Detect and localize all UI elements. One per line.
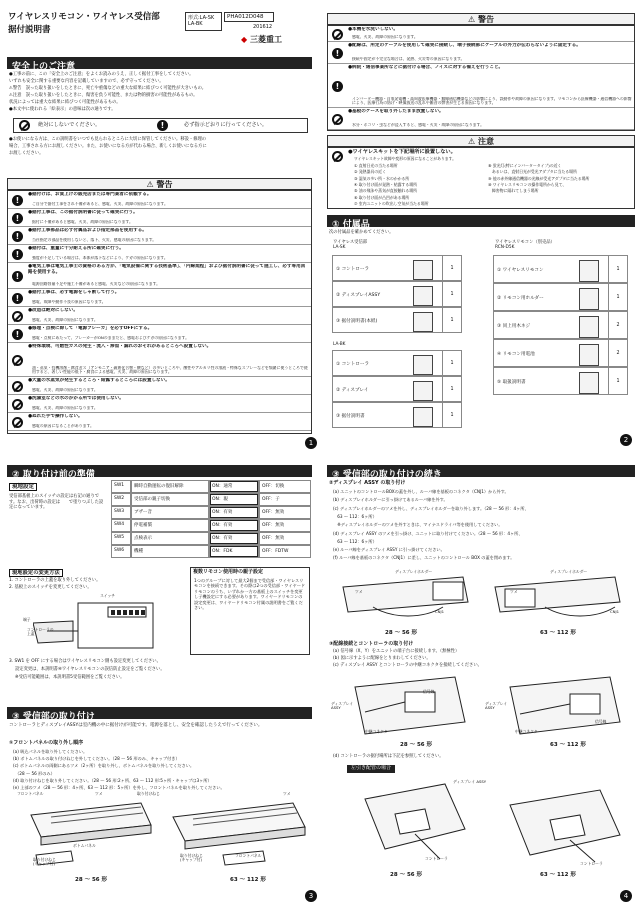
caution-item: ⑤ 油の飛沫や蒸気が直接触れる場所 [354, 188, 418, 194]
warning-subtext: 当社指定の部品を使用しないと、落下、火災、感電の原因になります。 [32, 238, 157, 243]
switch-cell: ON：有効 [209, 532, 259, 545]
part-name: ② ディスプレイ [336, 388, 369, 393]
warning-row-wrapper [8, 289, 311, 307]
part-qty: 1 [442, 282, 461, 306]
wiring-step-c: (c) ディスプレイ ASSY とコントローラの中継コネクタを接続してください。 [333, 663, 482, 668]
required-icon: ! [12, 231, 23, 242]
multi-title: 複数リモコン使用時の親子設定 [193, 569, 264, 575]
switch-row [111, 519, 311, 532]
wiring-title: ③配線接続とコントローラの取り付け [329, 641, 414, 647]
prohibit-icon [19, 120, 30, 131]
warning-triangle-icon: ⚠ [146, 180, 154, 189]
warning-subtext: 感電、故障や動作不良の原因になります。 [32, 300, 106, 305]
legend-prohibit: 絶対にしないでください。 [38, 122, 101, 128]
fig1-label-cnj1-b: CNJ1 [610, 609, 620, 614]
switch-cell: SW5 [111, 532, 131, 545]
front-title: ①フロントパネルの取り外し順序 [9, 740, 84, 746]
warning-subtext: 感電・点検にあたって、ブレーカーがONのままだと、感電およびケガの原因になります。 [32, 336, 190, 341]
warning-item [328, 108, 634, 130]
size-label-b: 63 〜 112 形 [230, 877, 266, 883]
page-4 [325, 462, 639, 907]
warning-item [8, 263, 311, 289]
required-icon: ! [12, 249, 23, 260]
switch-cell: ON：有効 [209, 506, 259, 519]
warning-item [8, 325, 311, 343]
page-number: 4 [620, 890, 632, 902]
part-name: ② ディスプレイASSY [336, 293, 381, 298]
part-row [493, 339, 628, 367]
warning-item [8, 289, 311, 307]
warning-text: ●電気工事は電気工事士の資格のある方が、「電気設備に関する技術基準」、「内線規程」および据付説明書に従って施工し、必ず専用回路を使用する。 [28, 264, 306, 275]
required-icon: ! [12, 271, 23, 282]
caution-item: ① 直射日光の当たる場所 [354, 163, 398, 168]
warning-text: ●病院・通信事業所などに据付ける場合、ノイズに対する備えを行うこと。 [348, 65, 504, 70]
warning-subtext: 感電、火災、故障の原因になります。 [32, 388, 98, 393]
parts-intro: 次の付属品を確かめてください。 [329, 230, 394, 235]
part-icon [579, 372, 599, 394]
part-name: ③ 据付説明書 [336, 414, 365, 419]
page-number: 2 [620, 434, 632, 446]
warning-text: ●据付は、重量に十分耐える所に確実に行う。 [28, 246, 124, 251]
display-drawing-a [333, 567, 478, 627]
page-number: 3 [305, 890, 317, 902]
display-step: (f) ルーバ線を基板のコネクタ（CNJ1）に差し、ユニットのコントロール BOX の蓋を閉めます。 [333, 555, 515, 561]
warning-row-wrapper [328, 42, 634, 64]
part-name: ③ 同上用木ネジ [497, 324, 531, 329]
warning-item [328, 42, 634, 64]
sw-note-3: ※受信可能範囲は、本説明書5受信範囲をご覧ください。 [15, 675, 125, 680]
warning-list [7, 190, 312, 434]
prohibit-icon [12, 381, 23, 392]
switch-cell: 瞬時自動運転の復旧解除 [131, 480, 209, 493]
fig-label-tab: ツメ [95, 791, 103, 796]
required-icon: ! [332, 48, 343, 59]
warning-item [8, 209, 311, 227]
warning-subtext: インバーター機器・自家発電機・高周波医療機器・無線通信機器などの影響により、誤動作や故障の原因になります。リモコンから医療機器・通信機器への影響により、医療行為の妨げ・映像放送の乱れや雑音の弊害が生じる原因になります。 [352, 96, 632, 106]
part-qty: 2 [608, 340, 627, 366]
warning-text: ●据付けは、お買上げの販売店または専門業者に依頼する。 [28, 192, 152, 197]
part-qty: 1 [442, 351, 461, 375]
section-parts: ① 付属品 [327, 215, 635, 227]
switch-cell: ON：親 [209, 493, 259, 506]
warning-subtext: 感電、火災、故障の原因になります。 [32, 318, 98, 323]
part-row [332, 350, 462, 376]
note-1: ●お使いになる方は、この説明書をいつでも見られるところに大切に保管してください。移設・修理の [9, 137, 207, 142]
display-illustration-b [485, 567, 633, 627]
wiring-note: (d) コントローラの据付場所は下記を参照してください。 [333, 754, 444, 759]
warning-row-wrapper [8, 263, 311, 289]
change-step-2: 2. 基板上のスイッチを変更してください。 [9, 585, 92, 590]
switch-cell: 点検表示 [131, 532, 209, 545]
page-3 [5, 462, 317, 907]
fig-label-front-panel-b: フロントパネル [235, 853, 262, 858]
warning-item [8, 191, 311, 209]
caution-item: ⑧ 蛍光灯(特にインバータータイプ)の近く [488, 163, 562, 168]
part-qty: 2 [608, 312, 627, 338]
switch-cell: SW6 [111, 545, 131, 558]
brand-logo: ◆ 三菱重工 [241, 35, 282, 44]
front-step: (e) 上部のツメ（28 〜 56 形：4ヶ所、63 〜 112 形：5ヶ所）を外し、フロントパネルを取り外してください。 [13, 785, 225, 790]
fig2-label-display-b: ディスプレイ ASSY [485, 701, 508, 711]
warning-row-wrapper [8, 343, 311, 377]
page-subtitle: 据付説明書 [8, 25, 51, 35]
part-name: ④ リモコン用電池 [497, 352, 535, 357]
size-label-b: 63 〜 112 形 [540, 630, 576, 636]
part-row [493, 367, 628, 395]
warning-item [8, 395, 311, 413]
front-step: (d) 取り付けねじを取り外してください。（28 〜 56 形:2ヶ所、63 〜 112 形:5ヶ所・キャップは3ヶ所） [13, 777, 212, 783]
switch-cell: OFF：FDTW [259, 545, 311, 558]
caution-item: ⑥ 取り付け面が凸凹がある場所 [354, 194, 410, 200]
warning-row-wrapper [8, 191, 311, 209]
size-label-b2: 63 〜 112 形 [550, 742, 586, 748]
cover-label: コントローラの 上蓋 [27, 627, 54, 637]
display-drawing-b [485, 567, 633, 627]
warning-text: ●修理・点検に際して「電源ブレーカ」を必ずOFFにする。 [28, 326, 153, 331]
la-sk-title: ワイヤレス受信部 LA-SK [333, 240, 368, 250]
warning-item [8, 343, 311, 377]
part-row [332, 376, 462, 402]
fig1-label-holder-b: ディスプレイホルダー [550, 569, 588, 574]
controller-location-a [355, 774, 475, 869]
warning-row-wrapper [328, 26, 634, 42]
safety-intro-5: 状況によっては重大な結果に結びつく可能性があるもの。 [9, 100, 121, 105]
switch-cell: ON：FDK [209, 545, 259, 558]
controller-location-drawing-a [355, 774, 475, 869]
warning-subtext: ご自分で据付工事をされ不備があると、感電、火災、故障の原因になります。 [32, 202, 168, 207]
fig3-label-display: ディスプレイ ASSY [453, 779, 487, 784]
fig1-label-tab-a: ツメ [355, 589, 363, 594]
warning-subtext: 接続や固定が不完全な場合は、発熱、火災等の原因になります。 [352, 57, 465, 62]
page-title: ワイヤレスリモコン・ワイヤレス受信部 [8, 12, 160, 22]
doc-date: 201612 [253, 24, 273, 30]
caution-item: あるいは、直射日光が受光アダプタに当たる場所 [488, 169, 577, 175]
prohibit-icon [12, 355, 23, 366]
part-qty: 1 [442, 308, 461, 332]
part-qty: 1 [608, 284, 627, 310]
warning-row-wrapper [8, 227, 311, 245]
prohibit-icon [332, 151, 343, 162]
caution-item: ③ 湿気の多い所・水のかかる所 [354, 175, 410, 181]
warning-item [8, 245, 311, 263]
switch-cell: SW2 [111, 493, 131, 506]
model-label: 形式:LA-SK LA-BK [185, 12, 222, 31]
display-step: ※ディスプレイホルダーのツメを外すときは、マイナスドライバ等を使用してください。 [333, 522, 503, 528]
section-safety: 安全上のご注意 [7, 57, 312, 69]
note-2: 場合、工事される方にお渡しください。また、お使いになる方が代わる場合、新しくお使いになる方に [9, 144, 207, 149]
warning-row-wrapper [8, 395, 311, 413]
warning-text: ●本機を水洗いしない。 [348, 27, 398, 32]
legend-box [13, 118, 308, 133]
setting-title: 現地設定 [9, 483, 37, 491]
warning-item [8, 307, 311, 325]
multi-box [190, 567, 310, 655]
legend-required: 必ず指示どおりに行ってください。 [184, 122, 268, 128]
safety-intro-3: ⚠警告 誤った取り扱いをしたときに、死亡や重傷などの重大な結果に結びつく可能性が大きいもの。 [9, 86, 207, 91]
warning-header: ⚠ 警告 [7, 178, 312, 190]
warning-text: ●配線は、所定のケーブルを使用して確実に接続し、端子接続部にケーブルの外力が伝わらないように固定する。 [348, 43, 581, 48]
part-icon [579, 260, 599, 282]
part-icon [579, 288, 599, 310]
warning-row-wrapper [328, 64, 634, 108]
switch-cell: OFF：無効 [259, 519, 311, 532]
section-cont: ③ 受信部の取り付けの続き [327, 465, 635, 477]
page-number: 1 [305, 437, 317, 449]
left-piping-label: 左引き配管の場合 [347, 765, 395, 773]
fig-label-front-panel: フロントパネル [17, 791, 44, 796]
fig1-label-holder-a: ディスプレイホルダー [395, 569, 433, 574]
page-2 [325, 5, 639, 450]
la-bk-title: LA-BK [333, 342, 346, 347]
caution-item: ④ 取り付け面が発熱・結露する場所 [354, 181, 418, 187]
fig2-label-connector-a: 中継コネクタ [365, 729, 388, 734]
prohibit-icon [12, 311, 23, 322]
setting-text: 受信部基板上のスイッチの設定は右記の通りです。なお、出荷時の設定は で塗りつぶした設定になっています。 [9, 494, 104, 511]
fig-label-screw-cap: 取り付けねじ (キャップ付) [33, 857, 56, 867]
fig2-label-signal-b: 信号線 [595, 719, 607, 724]
section-mount: ③ 受信部の取り付け [7, 707, 312, 719]
switch-cell: 機種 [131, 545, 209, 558]
required-icon: ! [12, 329, 23, 340]
warning-text: ●大量の水蒸気が発生するところ・結露するところには設置しない。 [28, 378, 170, 383]
switch-row [111, 493, 311, 506]
size-label-a: 28 〜 56 形 [385, 630, 418, 636]
warning-subtext: 据付に不備があると感電、火災、故障の原因になります。 [32, 220, 133, 225]
part-qty: 1 [442, 377, 461, 401]
prohibit-icon [12, 417, 23, 428]
fig-label-screw: 取り付けねじ [137, 791, 160, 796]
part-name: ① コントローラ [336, 267, 370, 272]
page-1 [5, 5, 317, 450]
warning-text: ●据付工事部品は必ず付属品および指定部品を使用する。 [28, 228, 147, 233]
switch-row [111, 532, 311, 545]
part-name: ⑤ 取扱説明書 [497, 380, 526, 385]
switch-cell: SW1 [111, 480, 131, 493]
mitsubishi-logo-icon: ◆ [241, 35, 248, 44]
fig-label-tab-b: ツメ [283, 791, 291, 796]
warning-item [8, 413, 311, 431]
warning-row-wrapper [8, 377, 311, 395]
switch-cell: OFF：子 [259, 493, 311, 506]
controller-location-b [500, 780, 630, 870]
required-icon: ! [332, 81, 343, 92]
switch-cell: OFF：無効 [259, 532, 311, 545]
warning-item [328, 26, 634, 42]
fig3-label-controller-b: コントローラ [580, 861, 603, 866]
front-panel-illustration-b [163, 795, 311, 877]
display-step: (c) ディスプレイホルダーのツメを外し、ディスプレイホルダーを取り外します。（28 〜 56 形：4ヶ所、 [333, 505, 529, 511]
display-title: ②ディスプレイ ASSY の取り付け [329, 480, 406, 486]
multi-text: 1つのグループに対して最大2個まで受信部・ワイヤレスリモコンを接続できます。その際は2つの受信部・ワイヤードリモコンのうち、いずれか一方の基板上のスイッチを変更し子機設定にする必要があります。ワイヤードリモコンの設定変更は、ワイヤードリモコン付属の説明書をご覧ください。 [194, 578, 306, 611]
controller-drawing [33, 593, 183, 655]
part-row [332, 402, 462, 428]
prohibit-icon [332, 114, 343, 125]
part-qty: 1 [608, 256, 627, 282]
caution-item: ⑦ 室内ユニットの吹出し空気が当たる場所 [354, 200, 429, 206]
switch-cell: OFF：無効 [259, 506, 311, 519]
warning-subtext: 水分・ホコリ・虫などが浸入すると、感電・火災・故障の原因になります。 [352, 123, 484, 128]
size-label-a3: 28 〜 56 形 [390, 872, 423, 878]
warning-item [8, 227, 311, 245]
warning-row-wrapper [8, 325, 311, 343]
switch-cell: 停電補償 [131, 519, 209, 532]
doc-code: PHA012D048 [224, 12, 274, 22]
part-name: ① ワイヤレスリモコン [497, 268, 544, 273]
switch-cell: SW4 [111, 519, 131, 532]
fig1-label-tab-b: ツメ [510, 589, 518, 594]
warning-row-wrapper [8, 245, 311, 263]
warning-list [327, 25, 635, 131]
front-step: (b) ボトムパネルの取り付けねじを外してください。（28 〜 56 形のみ、キャップ付き） [13, 756, 180, 762]
part-name: ① コントローラ [336, 362, 370, 367]
controller-illustration [33, 593, 183, 655]
caution-item: ② 発熱器具の近く [354, 169, 386, 175]
switch-row [111, 545, 311, 558]
switch-cell: ON：通常 [209, 480, 259, 493]
warning-subtext: 感電、火災、故障の原因になります。 [32, 406, 98, 411]
safety-intro-2: いずれも安全に関する重要な内容を記載していますので、必ず守ってください。 [9, 79, 164, 84]
caution-item: 障害物に隔れてしまう場所 [488, 188, 539, 194]
part-icon [413, 312, 433, 332]
sw-note-1: 3. SW1 を OFF にする場合はワイヤレスリモコン側も設定変更してください。 [9, 659, 161, 664]
display-step: (a) ユニットのコントロールBOXの蓋を外し、ルーバ線を基板のコネクタ（CNJ1）から外す。 [333, 489, 509, 494]
terminal-label: 端子 [23, 617, 31, 622]
warning-row-wrapper [328, 108, 634, 130]
warning-item [8, 377, 311, 395]
safety-intro-6: ●本文中に使われる「絵表示」の意味は次の通りです。 [9, 107, 116, 112]
fig2-label-connector-b: 中継コネクタ [515, 729, 538, 734]
warning-row-wrapper [8, 413, 311, 431]
fig-label-screw-cap-b: 取り付けねじ (キャップ付) [180, 853, 203, 863]
warning-row-wrapper [8, 209, 311, 227]
part-row [493, 283, 628, 311]
warning-text: ●特殊環境、可燃性ガスの発生・流入・滞留・漏れのおそれがあるところへ設置しない。 [28, 344, 212, 349]
caution-sub: ワイヤレスキット故障や変形の原因になることがあります。 [354, 156, 456, 161]
size-label-b3: 63 〜 112 形 [540, 872, 576, 878]
display-step: (e) ルーバ線をディスプレイ ASSY に引っ掛けてください。 [333, 547, 445, 553]
warning-text: ●ぬれた手で操作しない。 [28, 414, 83, 419]
size-label-a: 28 〜 56 形 [75, 877, 108, 883]
warning-row-wrapper [8, 307, 311, 325]
safety-intro-4: ⚠注意 誤った取り扱いをしたときに、傷害を負う可能性、または物的損害の可能性があるもの。 [9, 93, 198, 98]
display-step: (d) ディスプレイ ASSY のツメを引っ掛け、ユニットに取り付けてください。（28 〜 56 形：4ヶ所、 [333, 530, 523, 536]
prohibit-icon [12, 399, 23, 410]
front-step: （28 〜 56 形のみ） [13, 770, 55, 776]
warning-header: ⚠ 警告 [327, 13, 635, 25]
mount-intro: コントローラとディスプレイASSYは室内機の中に据付けが可能です。電源を落とし、安全を確認したうえで行ってください。 [9, 723, 263, 728]
change-step-1: 1. コントローラの上蓋を取り外してください。 [9, 578, 101, 583]
part-qty: 1 [442, 403, 461, 427]
warning-text: ●据付工事は、この据付説明書に従って確実に行う。 [28, 210, 138, 215]
warning-text: ●基板のケースを取り外したまま放置しない。 [348, 109, 444, 114]
size-label-a2: 28 〜 56 形 [400, 742, 433, 748]
part-row [332, 255, 462, 281]
switch-row [111, 480, 311, 493]
part-icon [413, 260, 433, 280]
required-icon: ! [157, 120, 168, 131]
display-illustration-a [333, 567, 478, 627]
warning-subtext: 油・蒸気・有機溶剤・腐食ガス（アンモニア・硫黄化合物・酸など）の多いところや、酸性やアルカリ性の溶液・特殊なスプレーなどを頻繁に使うところで使用すると、著しい性能の低下・腐食による感電、火災、故障の原因になります。 [32, 365, 308, 375]
caution-header: ⚠ 注意 [327, 135, 635, 147]
controller-location-drawing-b [500, 780, 630, 870]
warning-triangle-icon: ⚠ [468, 15, 476, 24]
warning-item [328, 64, 634, 108]
change-title: 現地設定の変更方法 [9, 569, 63, 577]
part-icon [579, 316, 599, 338]
note-3: お渡しください。 [9, 151, 44, 156]
part-qty: 1 [608, 368, 627, 394]
part-row [493, 311, 628, 339]
switch-cell: ON：有効 [209, 519, 259, 532]
fig2-label-signal-a: 信号線 [423, 689, 435, 694]
caution-title: ●ワイヤレスキットを下記場所に設置しない。 [348, 149, 456, 155]
caution-triangle-icon: ⚠ [468, 137, 476, 146]
fig3-label-controller-a: コントローラ [425, 856, 448, 861]
front-step: (a) 吸込パネルを取り外してください。 [13, 749, 88, 754]
front-step: (c) ボトムパネルの両側にあるツメ（2ヶ所）を取り外し、ボトムパネルを取り外してください。 [13, 763, 195, 769]
switch-label: スイッチ [100, 593, 116, 598]
required-icon: ! [12, 293, 23, 304]
switch-row [111, 506, 311, 519]
rcn-title: ワイヤレスリモコン（別売品） RCN-D5K [495, 240, 555, 250]
fig-label-bottom-panel: ボトムパネル [73, 843, 96, 848]
warning-subtext: 感電の原因になることがあります。 [32, 424, 94, 429]
part-icon [413, 355, 433, 375]
sw-note-2: 設定変更は、本説明書④ワイヤレスリモコンの誤信防止設定をご覧ください。 [15, 667, 165, 672]
fig2-label-display-a: ディスプレイ ASSY [331, 701, 354, 711]
prohibit-icon [332, 29, 343, 40]
part-qty: 1 [442, 256, 461, 280]
part-row [493, 255, 628, 283]
wiring-step-a: (a) 信号線（X，Y）をユニットの端子台に接続します。（無極性） [333, 649, 460, 654]
section-prep: ② 取り付け前の準備 [7, 465, 312, 477]
warning-subtext: 電源回路容量不足や施工不備があると感電、火災などの原因になります。 [32, 282, 161, 287]
part-row [332, 281, 462, 307]
part-name: ② リモコン用ホルダー [497, 296, 544, 301]
warning-text: ●据付工事は、必ず電源をしゃ断して行う。 [28, 290, 120, 295]
front-panel-drawing-b [163, 795, 311, 877]
display-step: 63 〜 112：6ヶ所） [333, 513, 377, 519]
fig1-label-cnj1-a: CNJ1 [435, 609, 445, 614]
warning-subtext: 強度が不足している場合は、本体が落下などにより、ケガの原因になります。 [32, 256, 168, 261]
warning-text: ●洗濯室などの水のかかる所では使用しない。 [28, 396, 124, 401]
required-icon: ! [12, 213, 23, 224]
switch-cell: SW3 [111, 506, 131, 519]
caution-item: ⑩ ワイヤレスリモコンの操作電所から見て、 [488, 181, 567, 187]
part-icon [413, 286, 433, 306]
switch-cell: 受信部の親子切換 [131, 493, 209, 506]
required-icon: ! [12, 195, 23, 206]
warning-subtext: 感電、火災、故障の原因になります。 [352, 35, 418, 40]
wiring-step-b: (b) 図に示すように配線をとりまわしてください。 [333, 656, 431, 661]
part-icon [413, 407, 433, 427]
switch-cell: OFF：切換 [259, 480, 311, 493]
caution-box [327, 147, 635, 209]
caution-item: ⑨ 他の赤外線通信機器の光線が受光アダプタに当たる場所 [488, 175, 590, 181]
display-step: 63 〜 112：6ヶ所） [333, 538, 377, 544]
safety-intro-1: ●工事の前に、この「安全上のご注意」をよくお読みのうえ、正しく据付工事をしてください。 [9, 72, 194, 77]
part-icon [579, 344, 599, 366]
part-row [332, 307, 462, 333]
switch-cell: ブザー音 [131, 506, 209, 519]
part-name: ③ 据付説明書(本紙) [336, 319, 378, 324]
display-step: (b) ディスプレイホルダーに引っ掛けてあるルーバ線を外す。 [333, 497, 448, 503]
warning-text: ●改造は絶対にしない。 [28, 308, 78, 313]
part-icon [413, 381, 433, 401]
